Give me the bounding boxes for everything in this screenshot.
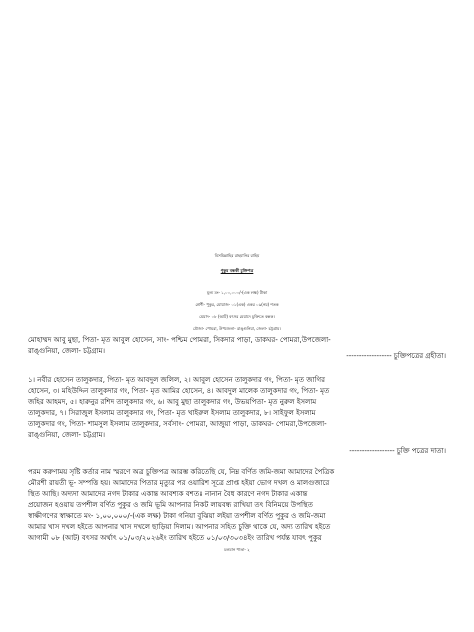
body-line: আমার খাস দখল হইতে আপনার খাস দখলে ছাড়িয়া দিলাম। আপনার সহিত চুক্তি থাকে যে, অদ্য তারিখ হইতে [28, 523, 331, 531]
mouza-line: মৌজা- পোমরা, উপজেলা- রাঙ্গুনিয়া, জেলা- চট্টগ্রাম। [193, 326, 281, 331]
class-line: শ্রেণী- পুকুর, মোয়াজ- ০১(এক) একর ০৯(নয়) শতক [195, 302, 279, 307]
giver-line: তালুকদার, ৭। সিরাজুল ইসলাম তালুকদার গং, পিতা- মৃত খাইরুল ইসলাম তালুকদার, ৮। সাইফুল ইসলাম [28, 409, 316, 417]
body-line: স্বাক্ষীগণের স্বাক্ষাতে মং- ১,০০,০০০/-(এক লক্ষ) টাকা গনিয়া বুঝিয়া লইয়া তপশীল বর্ণিত পুকুর ও জমি-জমা [28, 512, 326, 520]
body-line: স্থিত আছি। অদ্যদা আমাদের নগদ টাকার একান্ত আবশ্যক বশতঃ নানান বৈধ কারণে নগদ টাকার একান্ত [28, 490, 308, 498]
document-title: পুকুর বন্ধকী চুক্তিপত্র [220, 268, 254, 273]
receiver-line-1: মোহাম্মদ আবু মুছা, পিতা- মৃত আবুল হোসেন, সাং- পশ্চিম পোমরা, সিকদার পাড়া, ডাকঘর- পোমরা,উপজেলা- [28, 336, 331, 344]
bismillah-heading: বিসমিল্লাহির রাহমানির রাহিম [214, 253, 260, 258]
giver-label: ------------------ চুক্তি পত্রের দাতা। [349, 447, 446, 455]
receiver-label: ------------------ চুক্তিপত্রের গ্রহীতা। [346, 352, 446, 360]
body-line: মৌরশী রায়তী ভূ- সম্পত্তি হয়। আমাদের পিতার মৃত্যুর পর ওয়ারিশ সূত্রে প্রাপ্ত হইয়া ভোগ দখল ও মালগুজারে [28, 479, 330, 487]
giver-line: ১। নবীর হোসেন তালুকদার, পিতা- মৃত আবদুল জলিল, ২। আবুল হোসেন তালুকদার গং, পিতা- মৃত জাগির [28, 376, 325, 384]
giver-line: তালুকদার গং, পিতা- শামসুল ইসলাম তালুকদার, সর্বসাং- পোমরা, আজুয়া পাড়া, ডাকঘর- পোমরা,উপজেলা- [28, 420, 327, 428]
giver-line: হোসেন, ৩। মহিউদ্দিন তালুকদার গং, পিতা- মৃত আমির হোসেন, ৪। আবদুল মালেক তালুকদার গং, পিতা- মৃত [28, 387, 330, 395]
term-line: মেয়াদ- ০৮ (আট) বৎসর মেয়াদে চুক্তিতে বন্ধক। [199, 314, 275, 319]
body-line: আগামী ০৮ (আট) বৎসর অর্থাৎ ০১/০৩/২০২৬ইং তারিখ হইতে ০১/০৩/৩০৩৪ইং তারিখ পর্যন্ত যাবৎ পুকুর [28, 534, 322, 542]
body-line: পরম করুণাময় সৃষ্টি কর্তার নাম স্মরণে অত্র চুক্তিপত্র আরম্ভ করিতেছি যে, নিম্ন বর্ণিত জমি-জমা আমাদের পৈত্রিক [28, 468, 335, 476]
receiver-line-2: রাঙ্গুনিয়া, জেলা- চট্টগ্রাম। [28, 347, 105, 355]
continued-page-footer: চলমান পাতা- ২ [224, 547, 250, 552]
body-line: প্রয়োজন হওয়ায় তপশীল বর্ণিত পুকুর ও জমি ভূমি আপনার নিকট লায়বন্ধ রাখিয়া তৎ বিনিময়ে উপস্থিত [28, 501, 313, 509]
price-line: মূল্য মং- ১,০০,০০০/-(এক লক্ষ) টাকা [206, 290, 268, 295]
giver-line: জহির আহমদ, ৫। হারুনুর রশিদ তালুকদার গং, ৬। আবু মুছা তালুকদার গং, উভয়পিতা- মৃত নুরুল ইসলাম [28, 398, 317, 406]
giver-line: রাঙ্গুনিয়া, জেলা- চট্টগ্রাম। [28, 431, 105, 439]
